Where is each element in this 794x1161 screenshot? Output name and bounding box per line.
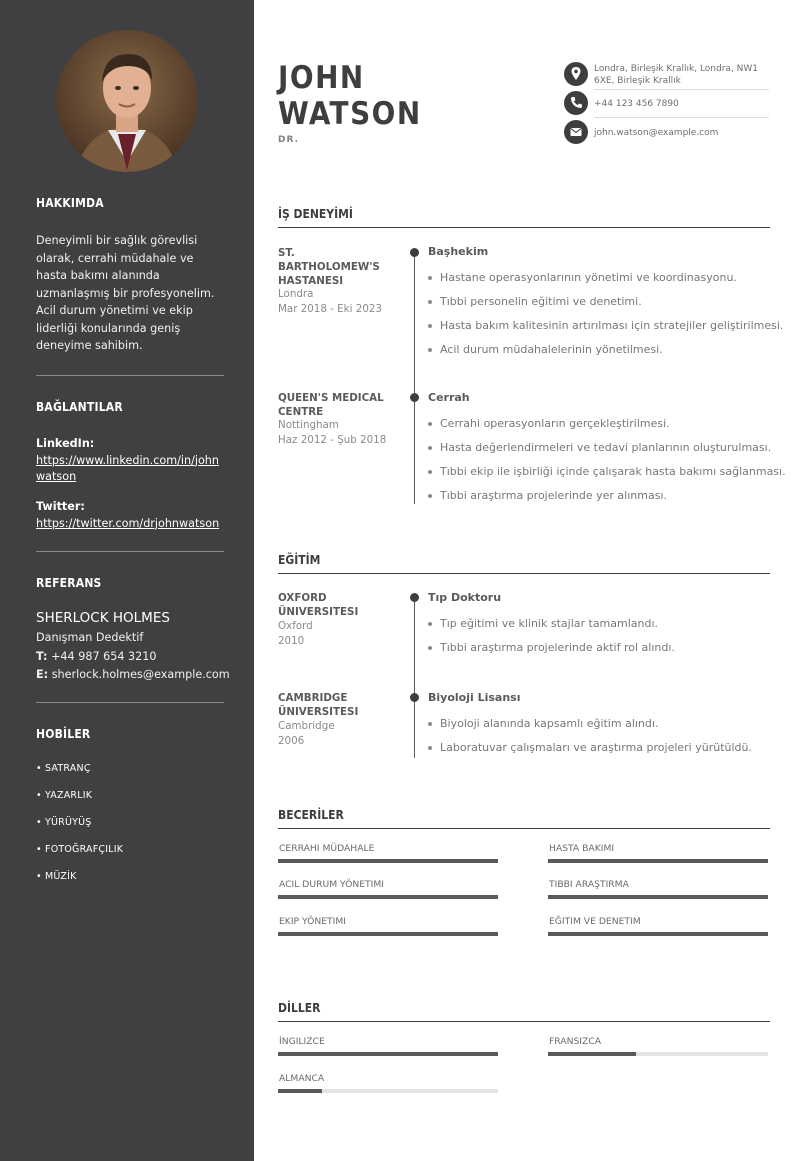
org-dates: 2006 — [278, 735, 305, 747]
skill-bar — [548, 859, 768, 863]
org-location: Nottingham — [278, 419, 339, 431]
org-dates: 2010 — [278, 635, 305, 647]
org-location: Londra — [278, 288, 314, 300]
hobby-item: • SATRANÇ — [36, 763, 91, 774]
divider — [36, 551, 224, 552]
phone-label: T: — [36, 650, 48, 663]
skill-item — [278, 916, 498, 927]
reference-phone — [36, 648, 224, 666]
skill-bar-fill — [548, 895, 768, 899]
skill-item — [548, 879, 768, 890]
bullet-text: Tıbbi araştırma projelerinde aktif rol alındı. — [440, 641, 675, 654]
bullet-dot — [428, 622, 432, 626]
hobbies-heading: HOBİLER — [36, 727, 91, 741]
bullet-dot — [428, 722, 432, 726]
education-heading: EĞİTİM — [278, 553, 321, 567]
timeline-dot — [410, 248, 419, 257]
bullet-dot — [428, 300, 432, 304]
bullet-dot — [428, 446, 432, 450]
skill-bar — [278, 932, 498, 936]
skill-label: TIBBI ARAŞTIRMA — [549, 879, 629, 890]
twitter-label: Twitter: — [36, 500, 85, 513]
last-name: WATSON — [278, 96, 422, 132]
language-label: İNGILIZCE — [279, 1036, 325, 1047]
section-rule — [278, 227, 770, 228]
language-bar — [278, 1052, 498, 1056]
timeline-dot — [410, 693, 419, 702]
skill-bar — [548, 932, 768, 936]
skill-item — [278, 843, 498, 854]
org-name: QUEEN'S MEDICAL CENTRE — [278, 392, 384, 418]
reference-heading: REFERANS — [36, 576, 102, 590]
skill-label: HASTA BAKIMI — [549, 843, 615, 854]
org-location: Cambridge — [278, 720, 335, 732]
reference-role: Danışman Dedektif — [36, 630, 144, 644]
skill-label: CERRAHI MÜDAHALE — [279, 843, 375, 854]
org-location: Oxford — [278, 620, 313, 632]
divider — [36, 375, 224, 376]
bullet-text: Hastane operasyonlarının yönetimi ve koordinasyonu. — [440, 271, 737, 284]
skill-item — [548, 843, 768, 854]
skills-heading: BECERİLER — [278, 808, 344, 822]
profile-photo — [56, 30, 198, 172]
section-rule — [278, 1021, 770, 1022]
reference-phone-value: +44 987 654 3210 — [51, 650, 157, 663]
reference-block — [36, 610, 230, 683]
bullet-dot — [428, 422, 432, 426]
list-item — [428, 617, 658, 630]
divider — [594, 117, 769, 118]
skill-bar-fill — [278, 859, 498, 863]
skill-item — [278, 879, 498, 890]
divider — [594, 89, 769, 90]
language-item — [548, 1036, 768, 1047]
timeline-line — [414, 598, 415, 758]
hobby-item: • YAZARLIK — [36, 790, 93, 801]
list-item — [428, 717, 658, 730]
sidebar — [0, 0, 254, 1161]
hobby-item: • YÜRÜYÜŞ — [36, 817, 92, 828]
skill-item — [548, 916, 768, 927]
name-title: DR. — [278, 135, 299, 145]
list-item — [428, 271, 737, 284]
skill-bar — [278, 895, 498, 899]
skill-bar-fill — [548, 932, 768, 936]
bullet-text: Tıbbi personelin eğitimi ve denetimi. — [440, 295, 642, 308]
bullet-text: Tıbbi araştırma projelerinde yer alınması. — [440, 489, 667, 502]
skill-bar-fill — [278, 932, 498, 936]
list-item — [428, 465, 786, 478]
list-item — [428, 417, 670, 430]
list-item — [428, 343, 663, 356]
reference-email-value[interactable]: sherlock.holmes@example.com — [51, 667, 230, 681]
twitter-link[interactable]: https://twitter.com/drjohnwatson — [36, 516, 220, 530]
twitter-block — [36, 498, 224, 532]
org-dates: Haz 2012 - Şub 2018 — [278, 434, 387, 446]
about-heading: HAKKIMDA — [36, 196, 104, 210]
degree-title: Biyoloji Lisansı — [428, 691, 521, 704]
bullet-text: Biyoloji alanında kapsamlı eğitim alındı. — [440, 717, 659, 730]
experience-heading: İŞ DENEYİMİ — [278, 207, 353, 221]
list-item — [428, 641, 675, 654]
skill-label: ACIL DURUM YÖNETIMI — [279, 879, 385, 890]
skill-bar-fill — [548, 859, 768, 863]
bullet-dot — [428, 470, 432, 474]
language-bar — [548, 1052, 768, 1056]
language-item — [278, 1073, 498, 1084]
bullet-dot — [428, 324, 432, 328]
bullet-text: Laboratuvar çalışmaları ve araştırma projeleri yürütüldü. — [440, 741, 753, 754]
bullet-text: Hasta değerlendirmeleri ve tedavi planlarının oluşturulması. — [440, 441, 772, 454]
org-name: ST. BARTHOLOMEW'S HASTANESI — [278, 247, 380, 287]
skill-bar-fill — [278, 895, 498, 899]
languages-heading: DİLLER — [278, 1001, 321, 1015]
job-role: Başhekim — [428, 245, 489, 258]
bullet-dot — [428, 746, 432, 750]
email-label: E: — [36, 667, 49, 681]
list-item — [428, 441, 771, 454]
mail-icon — [564, 120, 588, 144]
linkedin-label: LinkedIn: — [36, 437, 95, 450]
list-item — [428, 489, 667, 502]
skill-label: EKIP YÖNETIMI — [279, 916, 346, 927]
email-address[interactable]: john.watson@example.com — [594, 128, 719, 138]
bullet-text: Tıbbi ekip ile işbirliği içinde çalışarak hasta bakımı sağlanması. — [440, 465, 786, 478]
language-label: FRANSIZCA — [549, 1036, 601, 1047]
section-rule — [278, 828, 770, 829]
language-bar-fill — [278, 1089, 322, 1093]
bullet-text: Hasta bakım kalitesinin artırılması için stratejiler geliştirilmesi. — [440, 319, 784, 332]
linkedin-link[interactable]: https://www.linkedin.com/in/johnwatson — [36, 453, 219, 483]
address-line-2: 6XE, Birleşik Krallık — [594, 76, 681, 86]
org-name: CAMBRIDGE ÜNIVERSITESI — [278, 692, 359, 718]
language-bar-fill — [548, 1052, 636, 1056]
degree-title: Tıp Doktoru — [428, 591, 502, 604]
phone-number[interactable]: +44 123 456 7890 — [594, 99, 679, 109]
skill-bar — [548, 895, 768, 899]
list-item — [428, 319, 783, 332]
first-name: JOHN — [278, 60, 365, 96]
bullet-dot — [428, 646, 432, 650]
timeline-dot — [410, 593, 419, 602]
timeline-dot — [410, 393, 419, 402]
reference-name: SHERLOCK HOLMES — [36, 610, 170, 626]
bullet-text: Acil durum müdahalelerinin yönetilmesi. — [440, 343, 663, 356]
bullet-text: Cerrahi operasyonların gerçekleştirilmesi. — [440, 417, 670, 430]
bullet-text: Tıp eğitimi ve klinik stajlar tamamlandı. — [440, 617, 659, 630]
list-item — [428, 295, 642, 308]
address-line-1: Londra, Birleşik Krallık, Londra, NW1 — [594, 64, 759, 74]
hobby-item: • MÜZİK — [36, 871, 77, 882]
org-name: OXFORD ÜNIVERSITESI — [278, 592, 359, 618]
section-rule — [278, 573, 770, 574]
linkedin-block — [36, 435, 224, 485]
language-bar-fill — [278, 1052, 498, 1056]
reference-email — [36, 666, 230, 684]
about-text: Deneyimli bir sağlık görevlisi olarak, cerrahi müdahale ve hasta bakımı alanında uzmanlaşmış bir profesyonelim. Acil durum yönetimi ve ekip liderliği konularında geniş deneyime sahibim. — [36, 234, 215, 352]
hobby-item: • FOTOĞRAFÇILIK — [36, 844, 124, 855]
divider — [36, 702, 224, 703]
timeline-line — [414, 252, 415, 504]
phone-icon — [564, 91, 588, 115]
language-label: ALMANCA — [279, 1073, 325, 1084]
language-bar — [278, 1089, 498, 1093]
language-item — [278, 1036, 498, 1047]
skill-label: EĞITIM VE DENETIM — [549, 916, 641, 927]
org-dates: Mar 2018 - Eki 2023 — [278, 303, 382, 315]
location-pin-icon — [564, 62, 588, 86]
bullet-dot — [428, 494, 432, 498]
bullet-dot — [428, 348, 432, 352]
links-heading: BAĞLANTILAR — [36, 400, 123, 414]
list-item — [428, 741, 752, 754]
skill-bar — [278, 859, 498, 863]
bullet-dot — [428, 276, 432, 280]
job-role: Cerrah — [428, 391, 470, 404]
